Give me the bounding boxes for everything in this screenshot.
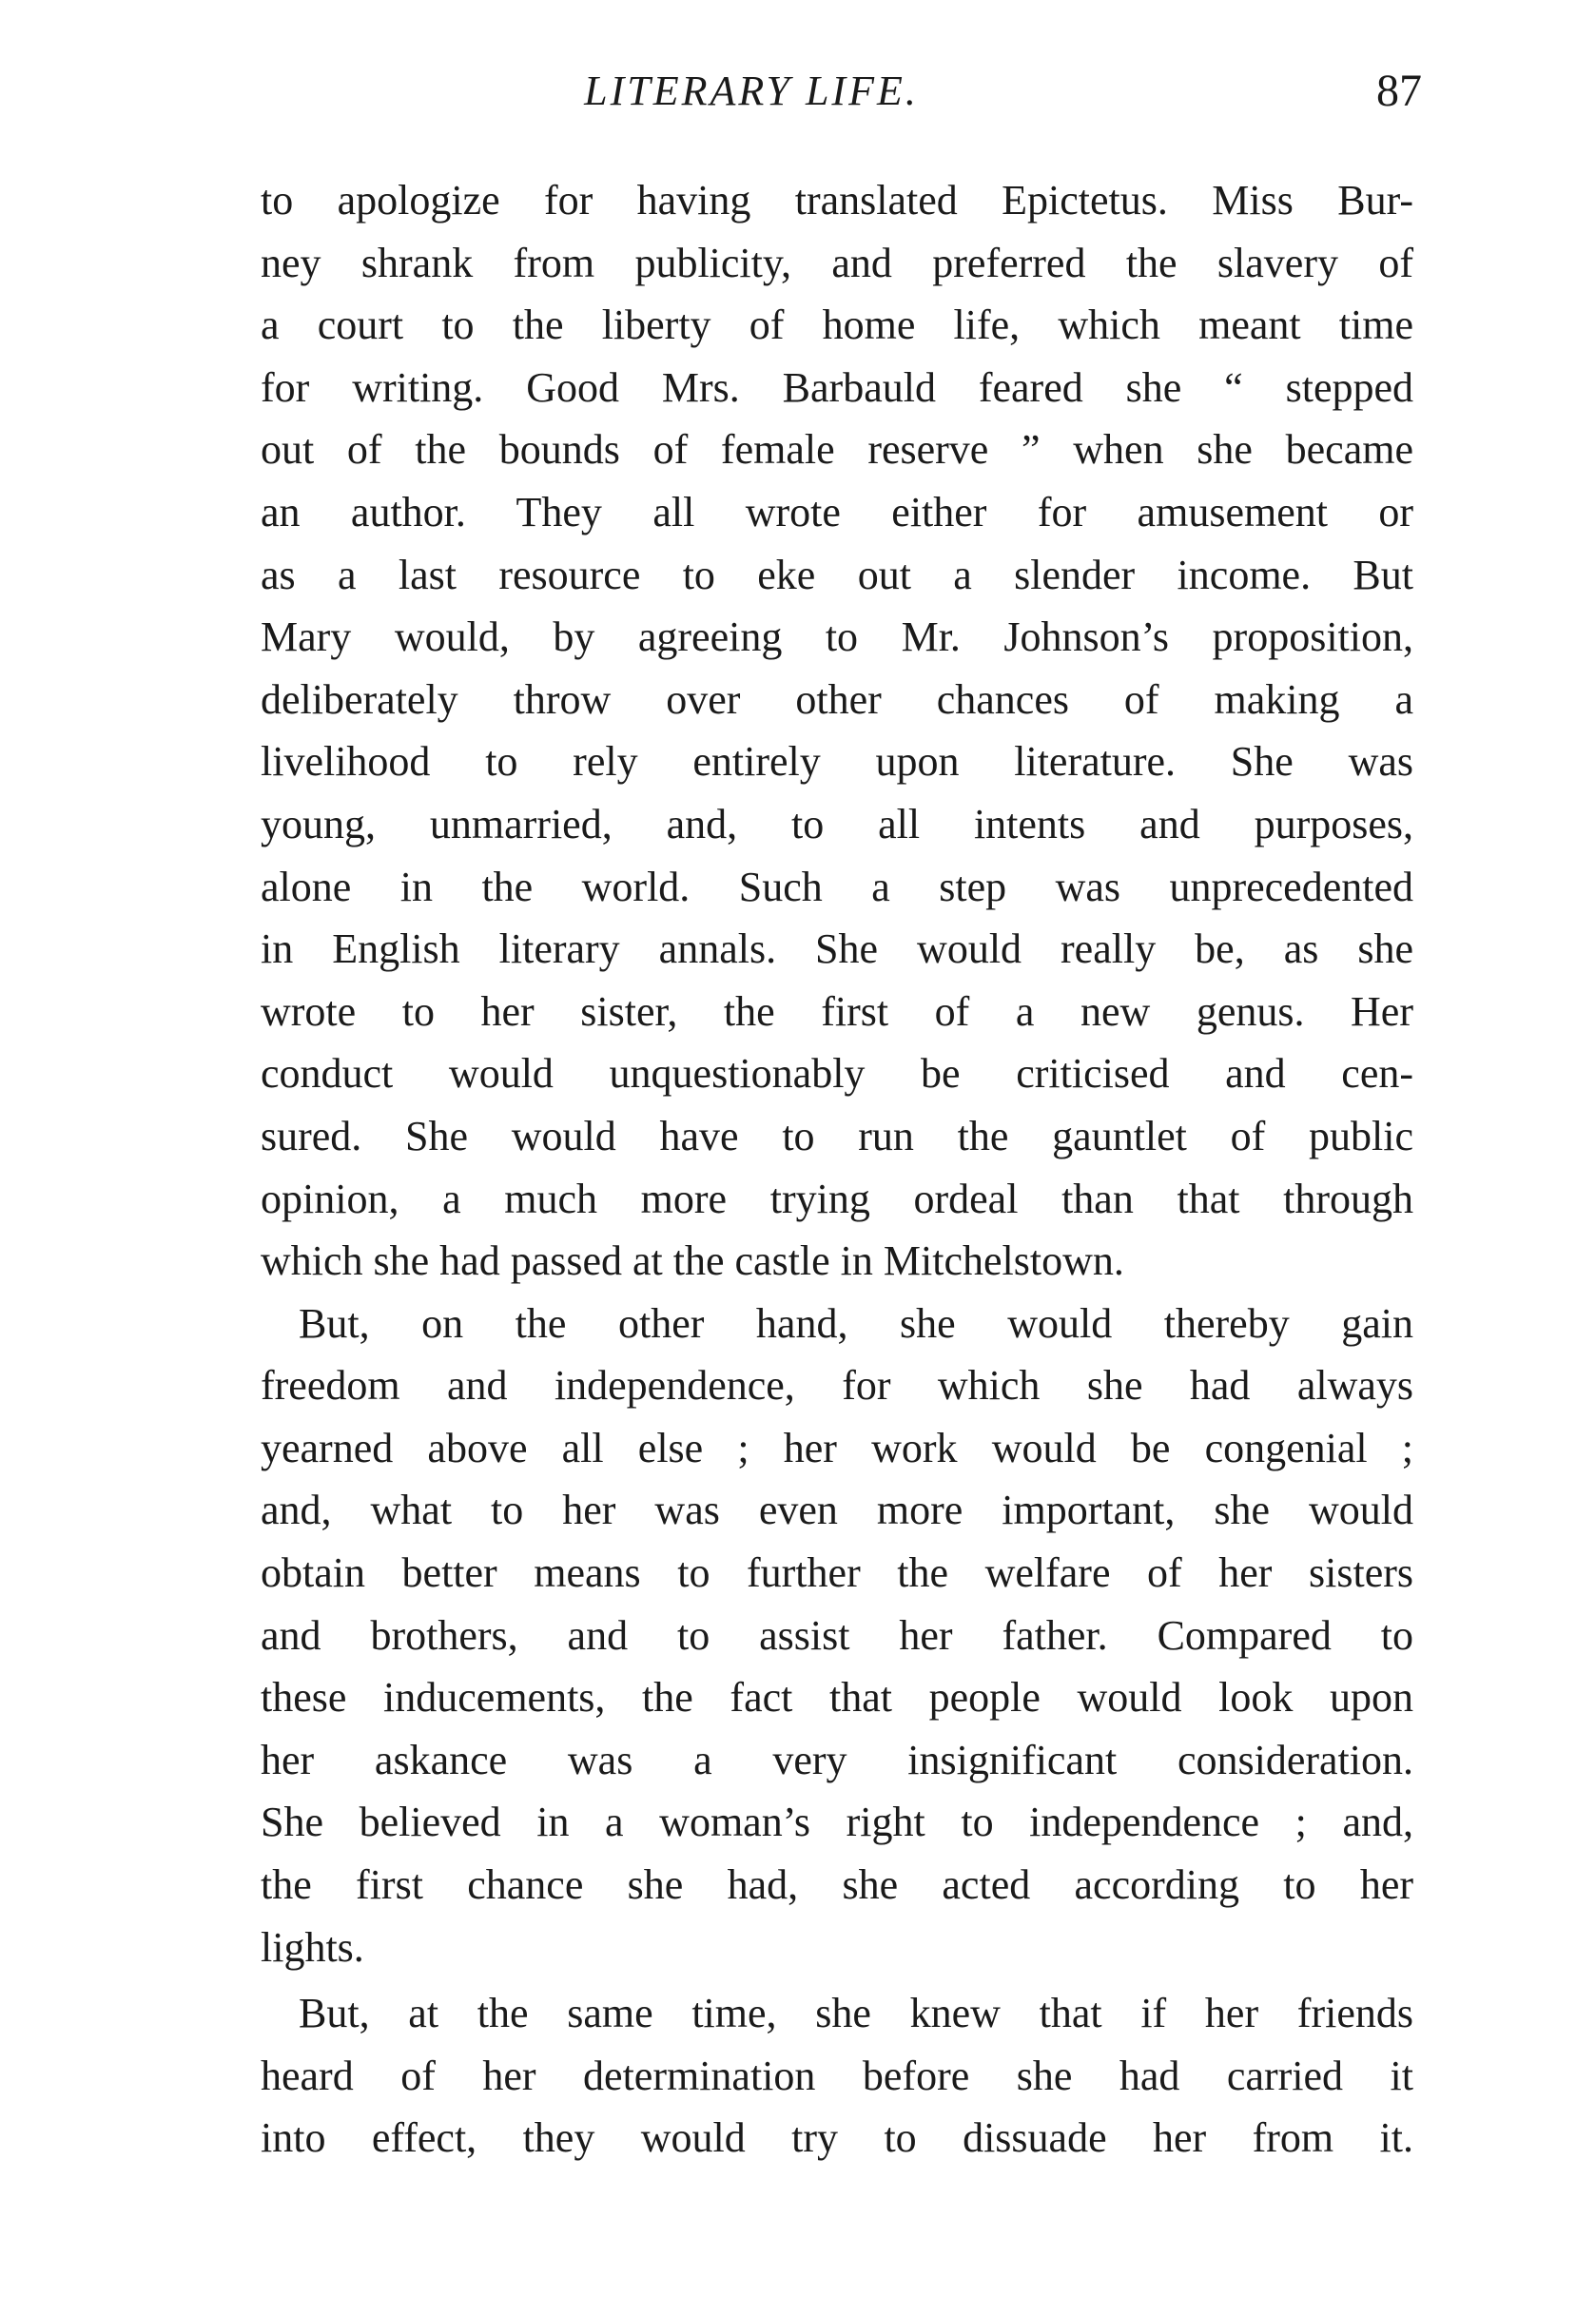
text-line: livelihood to rely entirely upon literature. She was: [261, 738, 1413, 786]
text-line: as a last resource to eke out a slender income. But: [261, 551, 1413, 598]
text-line: opinion, a much more trying ordeal than that through: [261, 1175, 1413, 1222]
page-number: 87: [1376, 66, 1422, 116]
text-line: an author. They all wrote either for amusement or: [261, 488, 1413, 535]
text-line: wrote to her sister, the first of a new genus. Her: [261, 987, 1413, 1035]
text-line: alone in the world. Such a step was unprecedented: [261, 863, 1413, 910]
text-line: But, on the other hand, she would thereby gain: [299, 1299, 1413, 1347]
text-line: which she had passed at the castle in Mitchelstown.: [261, 1237, 1124, 1285]
text-line: deliberately throw over other chances of making a: [261, 675, 1413, 723]
text-line: She believed in a woman’s right to independence ; and,: [261, 1799, 1413, 1846]
text-line: freedom and independence, for which she had always: [261, 1362, 1413, 1410]
text-line: heard of her determination before she had carried it: [261, 2052, 1413, 2099]
text-line: these inducements, the fact that people would look upon: [261, 1674, 1413, 1722]
text-line: a court to the liberty of home life, which meant time: [261, 302, 1413, 349]
text-line: the first chance she had, she acted according to her: [261, 1861, 1413, 1909]
text-line: into effect, they would try to dissuade her from it.: [261, 2114, 1413, 2162]
body-text: [261, 169, 1413, 2170]
paragraph: [261, 169, 1413, 1293]
text-line: ney shrank from publicity, and preferred the slavery of: [261, 239, 1413, 286]
text-line: and, what to her was even more important, she would: [261, 1487, 1413, 1534]
text-line: lights.: [261, 1923, 364, 1971]
text-line: conduct would unquestionably be criticised and cen-: [261, 1050, 1413, 1098]
text-line: out of the bounds of female reserve ” when she became: [261, 426, 1413, 474]
text-line: obtain better means to further the welfare of her sisters: [261, 1549, 1413, 1597]
text-line: sured. She would have to run the gauntlet of public: [261, 1112, 1413, 1159]
text-line: young, unmarried, and, to all intents and purposes,: [261, 800, 1413, 847]
text-line: and brothers, and to assist her father. Compared to: [261, 1611, 1413, 1659]
text-line: But, at the same time, she knew that if her friends: [299, 1990, 1413, 2037]
text-line: her askance was a very insignificant consideration.: [261, 1736, 1413, 1783]
text-line: in English literary annals. She would really be, as she: [261, 925, 1413, 973]
text-line: for writing. Good Mrs. Barbauld feared she “ stepped: [261, 363, 1413, 411]
paragraph: [261, 1293, 1413, 1979]
text-line: yearned above all else ; her work would be congenial ;: [261, 1424, 1413, 1471]
running-title: LITERARY LIFE.: [584, 68, 919, 114]
running-head: [257, 55, 1422, 131]
text-line: to apologize for having translated Epictetus. Miss Bur-: [261, 177, 1413, 224]
paragraph: [261, 1982, 1413, 2170]
text-line: Mary would, by agreeing to Mr. Johnson’s proposition,: [261, 613, 1413, 661]
